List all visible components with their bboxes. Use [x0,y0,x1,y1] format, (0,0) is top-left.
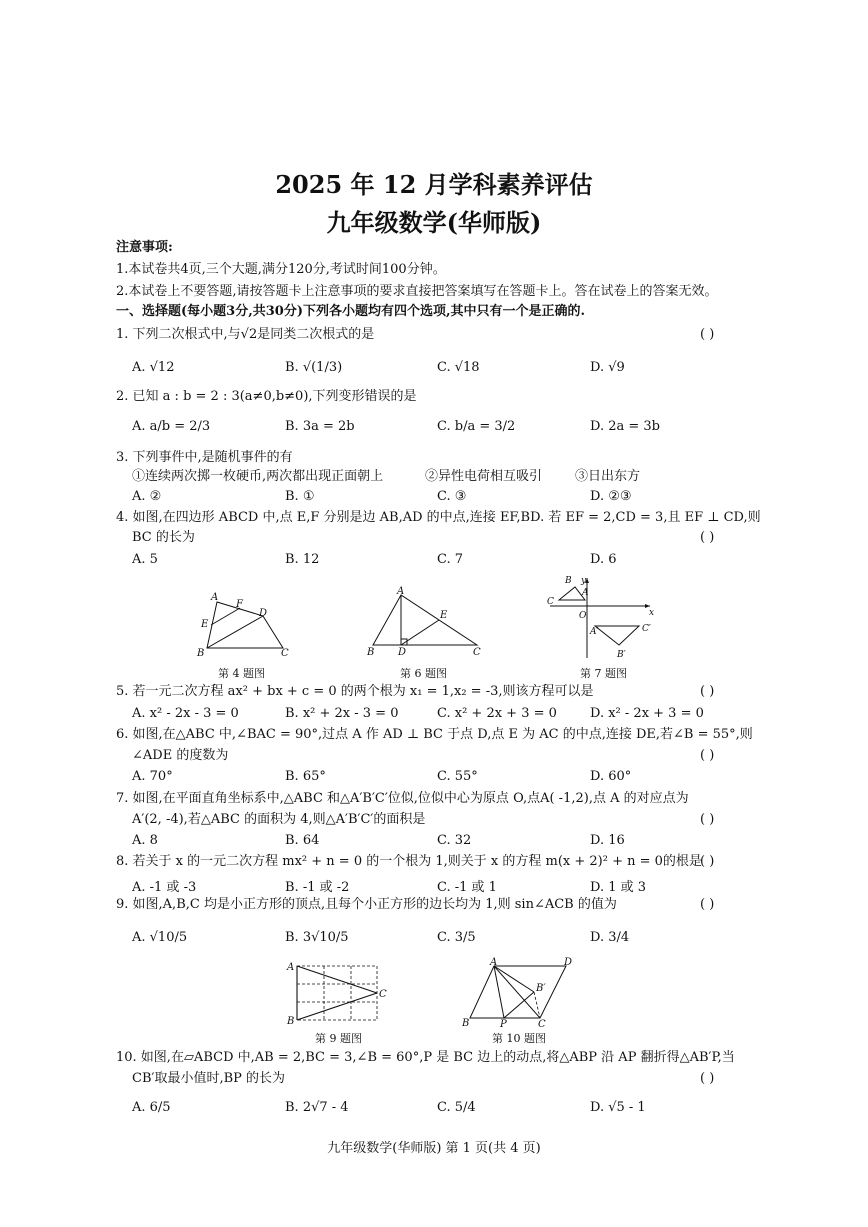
svg-text:A: A [211,592,219,603]
q2-option-c: C. b/a = 3/2 [437,419,516,434]
q7-option-b: B. 64 [285,833,320,848]
q10-answer-paren: ( ) [700,1071,715,1086]
q8-option-a: A. -1 或 -3 [132,880,197,895]
q9-option-d: D. 3/4 [590,930,630,945]
q4-option-b: B. 12 [285,552,320,567]
svg-text:y: y [581,576,587,586]
svg-text:A: A [397,586,405,597]
q3-item-3: ③日出东方 [575,469,641,484]
svg-text:C: C [547,597,554,607]
q1-option-d: D. √9 [590,360,625,375]
svg-text:B′: B′ [617,650,626,660]
exam-title: 2025 年 12 月学科素养评估 [275,170,593,199]
q4-option-d: D. 6 [590,552,617,567]
q1-option-c: C. √18 [437,360,480,375]
svg-text:C: C [538,1019,546,1028]
svg-text:B: B [197,648,205,659]
svg-text:D: D [564,957,573,968]
q6-option-d: D. 60° [590,769,632,784]
q4-stem-line-1: 4. 如图,在四边形 ABCD 中,点 E,F 分别是边 AB,AD 的中点,连接 EF,BD. 若 EF = 2,CD = 3,且 EF ⊥ CD,则 [116,510,761,525]
q6-stem-line-2: ∠ADE 的度数为 [132,748,229,763]
q9-option-b: B. 3√10/5 [285,930,349,945]
q10-option-b: B. 2√7 - 4 [285,1100,349,1115]
svg-text:D: D [398,647,407,658]
q6-option-c: C. 55° [437,769,478,784]
q7-option-d: D. 16 [590,833,625,848]
figure-9-caption: 第 9 题图 [315,1032,362,1045]
q1-stem: 1. 下列二次根式中,与√2是同类二次根式的是 [116,327,375,342]
svg-text:C: C [281,648,289,659]
svg-text:B: B [565,576,572,586]
q3-item-2: ②异性电荷相互吸引 [425,469,543,484]
section-heading: 一、选择题(每小题3分,共30分)下列各小题均有四个选项,其中只有一个是正确的. [116,304,586,319]
q3-option-c: C. ③ [437,489,467,504]
q7-answer-paren: ( ) [700,812,715,827]
q8-option-b: B. -1 或 -2 [285,880,350,895]
svg-text:A′: A′ [590,627,599,637]
q10-option-d: D. √5 - 1 [590,1100,646,1115]
notice-heading: 注意事项: [116,240,173,255]
svg-text:x: x [649,608,655,618]
q9-stem: 9. 如图,A,B,C 均是小正方形的顶点,且每个小正方形的边长均为 1,则 sin∠ACB 的值为 [116,897,617,912]
q6-option-b: B. 65° [285,769,326,784]
q10-stem-line-2: CB′取最小值时,BP 的长为 [132,1071,286,1086]
page-footer: 九年级数学(华师版) 第 1 页(共 4 页) [327,1141,541,1156]
q4-option-a: A. 5 [132,552,158,567]
figure-7 [545,573,660,661]
q8-answer-paren: ( ) [700,854,715,869]
notice-line-1: 1.本试卷共4页,三个大题,满分120分,考试时间100分钟。 [116,262,446,277]
svg-text:D: D [259,608,268,619]
q4-answer-paren: ( ) [700,530,715,545]
svg-text:P: P [500,1019,507,1028]
svg-text:A: A [490,957,498,968]
q6-answer-paren: ( ) [700,748,715,763]
q7-stem-line-2: A′(2, -4),若△ABC 的面积为 4,则△A′B′C′的面积是 [132,812,426,827]
svg-text:A: A [582,588,589,598]
q4-option-c: C. 7 [437,552,464,567]
q8-option-c: C. -1 或 1 [437,880,497,895]
q7-option-c: C. 32 [437,833,472,848]
svg-text:C: C [379,989,387,1000]
q8-stem: 8. 若关于 x 的一元二次方程 mx² + n = 0 的一个根为 1,则关于 x 的方程 m(x + 2)² + n = 0的根是 [116,854,702,869]
svg-text:B: B [287,1016,295,1027]
q3-stem: 3. 下列事件中,是随机事件的有 [116,450,293,465]
notice-line-2: 2.本试卷上不要答题,请按答题卡上注意事项的要求直接把答案填写在答题卡上。答在试卷上的答案无效。 [116,284,718,299]
q5-answer-paren: ( ) [700,684,715,699]
svg-text:O: O [579,611,587,621]
q6-stem-line-1: 6. 如图,在△ABC 中,∠BAC = 90°,过点 A 作 AD ⊥ BC 于点 D,点 E 为 AC 的中点,连接 DE,若∠B = 55°,则 [116,727,753,742]
q3-option-b: B. ① [285,489,315,504]
q9-option-c: C. 3/5 [437,930,476,945]
figure-6 [365,585,485,660]
q2-option-b: B. 3a = 2b [285,419,355,434]
q9-option-a: A. √10/5 [132,930,188,945]
exam-subtitle: 九年级数学(华师版) [326,208,542,237]
q2-stem: 2. 已知 a : b = 2 : 3(a≠0,b≠0),下列变形错误的是 [116,389,417,404]
q2-option-a: A. a/b = 2/3 [132,419,211,434]
svg-text:A: A [287,962,295,973]
q5-stem: 5. 若一元二次方程 ax² + bx + c = 0 的两个根为 x₁ = 1,x₂ = -3,则该方程可以是 [116,684,594,699]
svg-text:F: F [236,599,243,610]
q2-option-d: D. 2a = 3b [590,419,660,434]
q1-answer-paren: ( ) [700,327,715,342]
figure-4-caption: 第 4 题图 [218,667,265,680]
q6-option-a: A. 70° [132,769,173,784]
q5-option-c: C. x² + 2x + 3 = 0 [437,706,557,721]
svg-text:B: B [462,1018,470,1028]
q10-option-c: C. 5/4 [437,1100,476,1115]
q1-option-b: B. √(1/3) [285,360,343,375]
figure-7-caption: 第 7 题图 [580,667,627,680]
figure-6-caption: 第 6 题图 [400,667,447,680]
svg-text:C′: C′ [642,624,651,634]
q5-option-b: B. x² + 2x - 3 = 0 [285,706,399,721]
q10-option-a: A. 6/5 [132,1100,171,1115]
q5-option-a: A. x² - 2x - 3 = 0 [132,706,239,721]
figure-10-caption: 第 10 题图 [492,1032,546,1045]
q8-option-d: D. 1 或 3 [590,880,647,895]
q7-stem-line-1: 7. 如图,在平面直角坐标系中,△ABC 和△A′B′C′位似,位似中心为原点 O,点A( -1,2),点 A 的对应点为 [116,791,689,806]
svg-text:E: E [201,619,209,630]
q3-option-d: D. ②③ [590,489,632,504]
svg-text:B′: B′ [536,983,546,994]
q5-option-d: D. x² - 2x + 3 = 0 [590,706,704,721]
svg-text:E: E [440,610,448,621]
svg-text:C: C [473,647,481,658]
figure-9 [285,958,395,1028]
q4-stem-line-2: BC 的长为 [132,530,195,545]
q3-item-1: ①连续两次掷一枚硬币,两次都出现正面朝上 [132,469,384,484]
figure-4 [195,590,295,660]
q7-option-a: A. 8 [132,833,158,848]
figure-10 [462,956,580,1028]
q1-option-a: A. √12 [132,360,175,375]
q9-answer-paren: ( ) [700,897,715,912]
q10-stem-line-1: 10. 如图,在▱ABCD 中,AB = 2,BC = 3,∠B = 60°,P 是 BC 边上的动点,将△ABP 沿 AP 翻折得△AB′P,当 [116,1050,735,1065]
svg-text:B: B [367,647,375,658]
q3-option-a: A. ② [132,489,162,504]
